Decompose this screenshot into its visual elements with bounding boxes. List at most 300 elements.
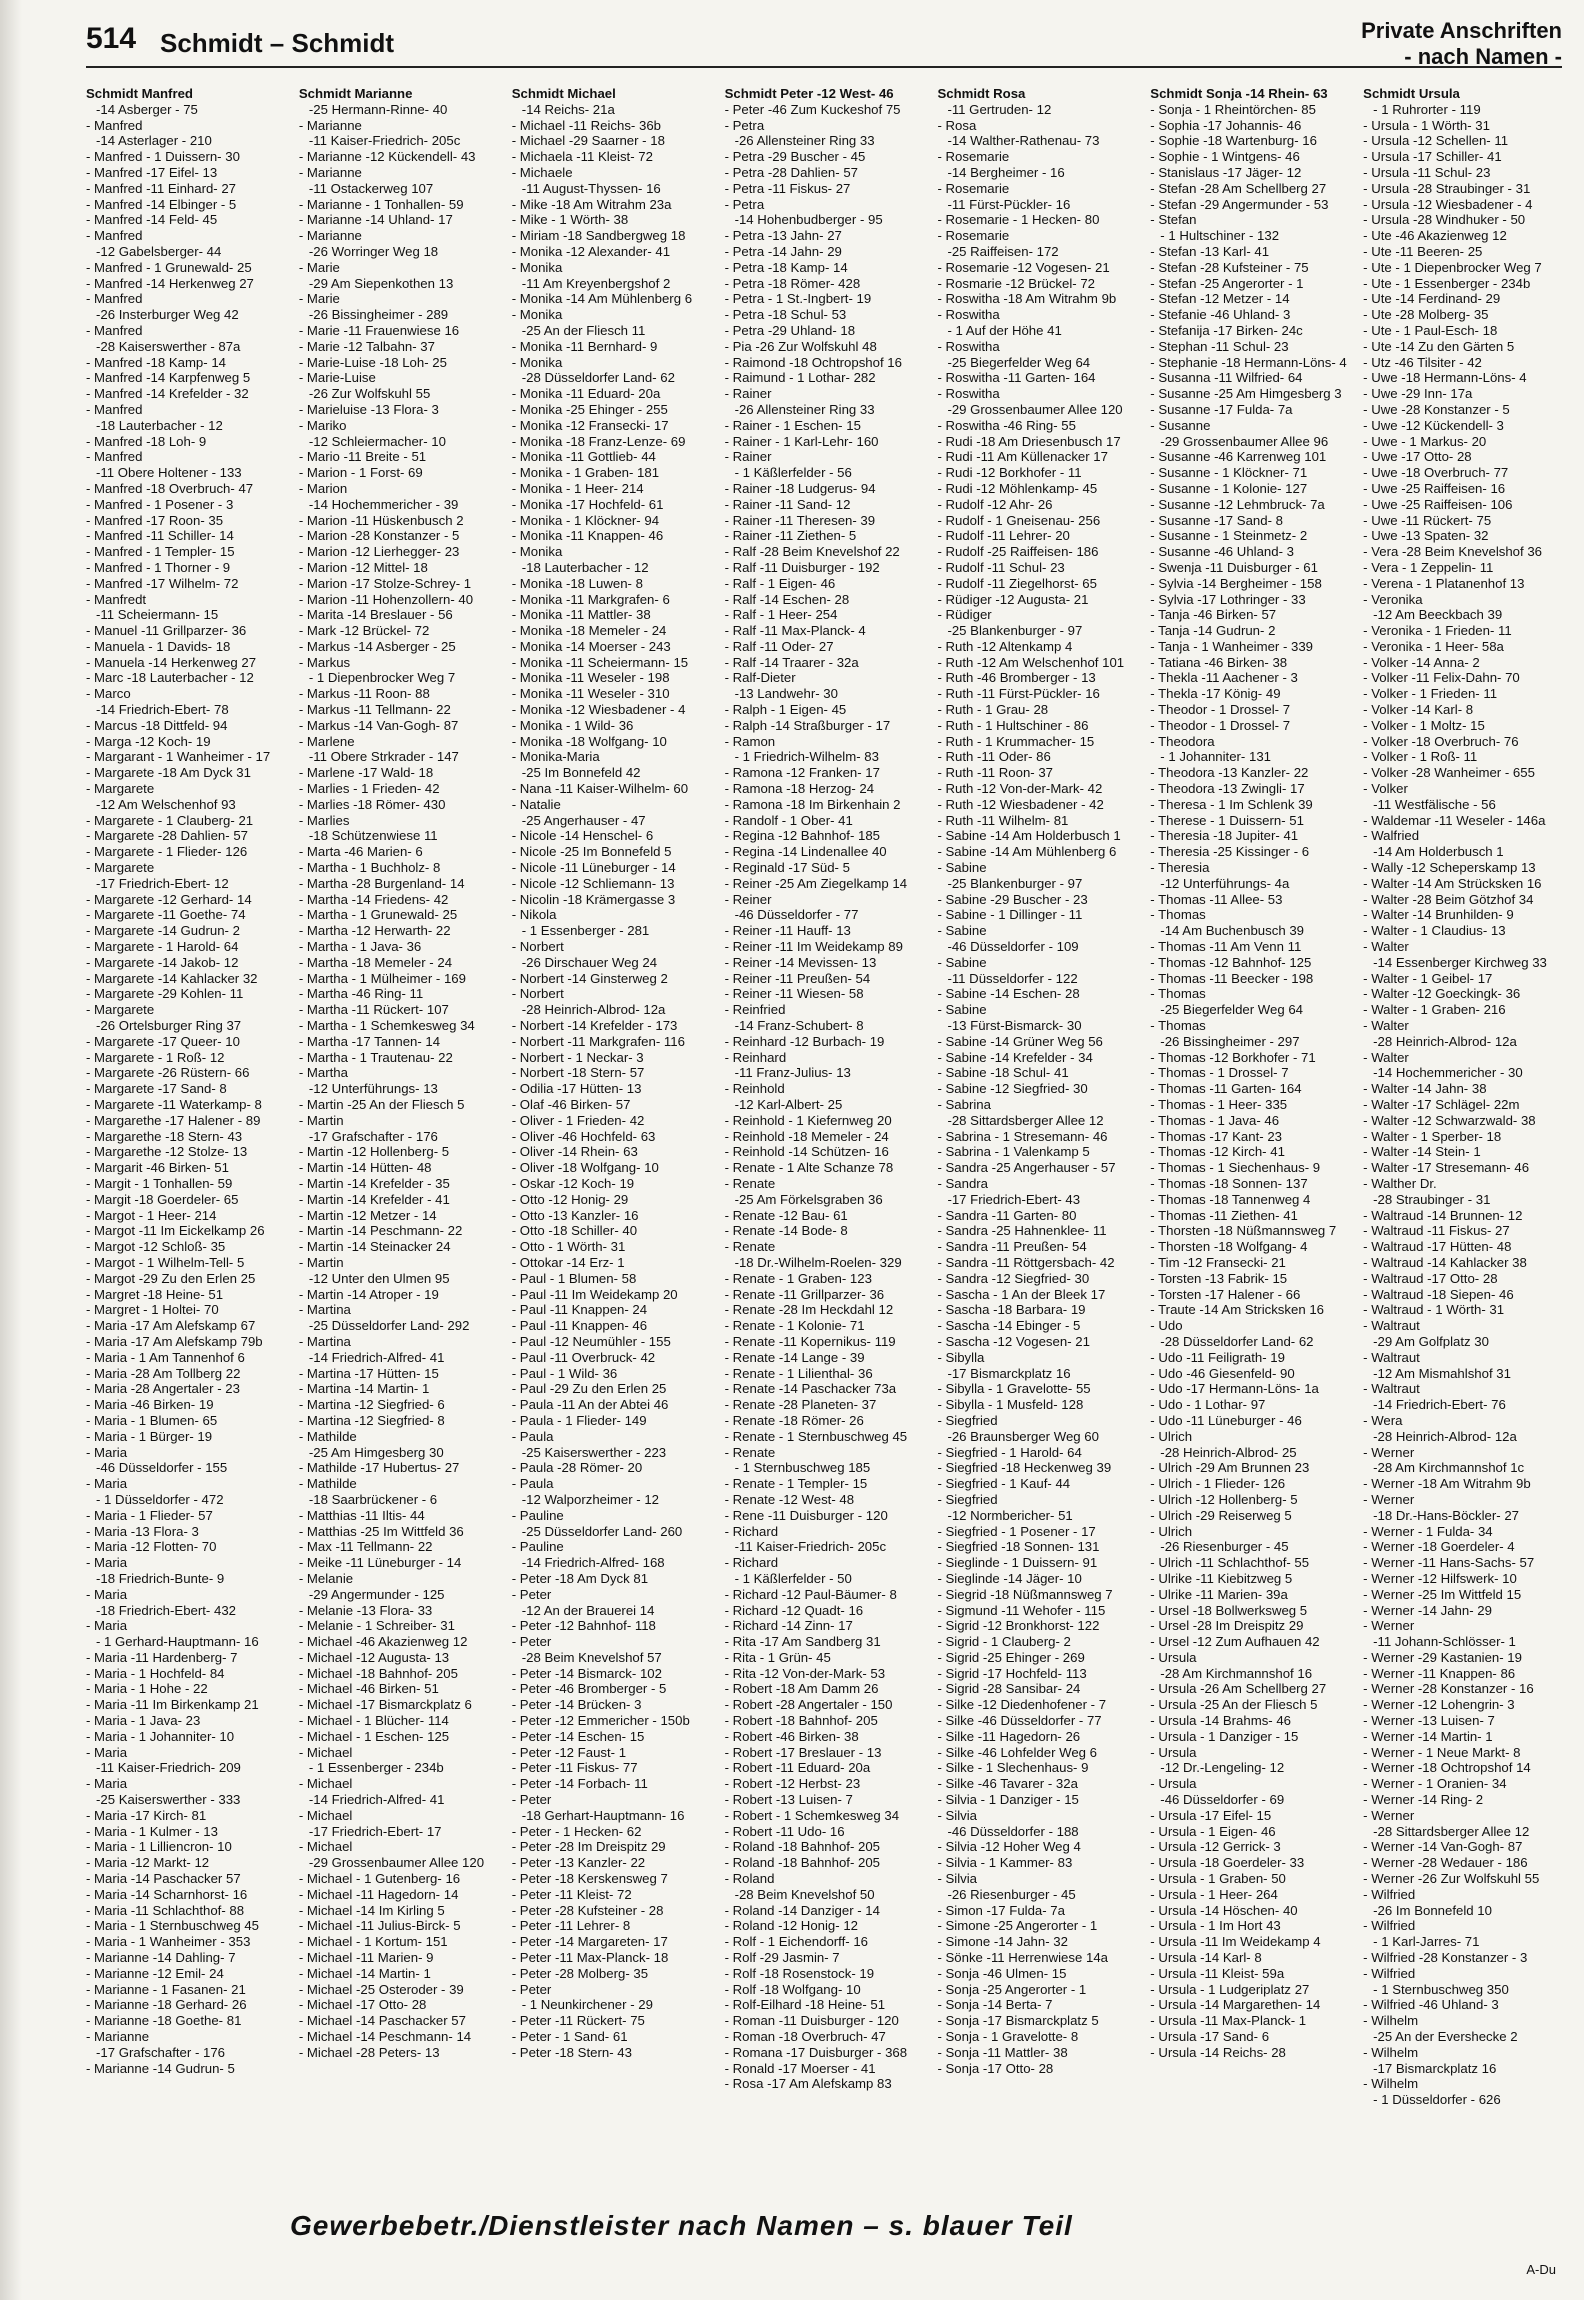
listing-entry: - Ursula -11 Schul- 23: [1363, 164, 1491, 180]
listing-entry: - Peter: [511, 1981, 552, 1997]
listing-entry: -12 Am Welschenhof 93: [96, 796, 236, 812]
listing-entry: - Natalie: [511, 796, 561, 812]
listing-entry: - Walter - 1 Graben- 216: [1363, 1002, 1506, 1018]
listing-entry: - Werner -11 Hans-Sachs- 57: [1363, 1555, 1535, 1571]
listing-column-1: [86, 86, 285, 2196]
listing-entry: - Otto -18 Schiller- 40: [511, 1223, 638, 1239]
listing-entry: - Reiner: [724, 891, 772, 907]
listing-entry: Schmidt Marianne: [298, 86, 413, 101]
listing-entry: - Monika -12 Wiesbadener - 4: [511, 702, 686, 718]
listing-entry: - Ute - 1 Essenberger - 234b: [1363, 275, 1531, 291]
listing-entry: -26 Worringer Weg 18: [308, 243, 439, 259]
section-title: [1361, 18, 1562, 70]
listing-entry: - Manfred -18 Kamp- 14: [86, 354, 226, 370]
listing-entry: - Werner -29 Kastanien- 19: [1363, 1649, 1522, 1665]
listing-entry: - Michael - 1 Gutenberg- 16: [298, 1871, 461, 1887]
listing-entry: - Walter -14 Jahn- 38: [1363, 1081, 1487, 1097]
listing-entry: - Silvia - 1 Kammer- 83: [937, 1855, 1073, 1871]
listing-entry: - Veronika: [1363, 591, 1423, 607]
listing-entry: -26 Insterburger Weg 42: [96, 307, 239, 323]
listing-entry: - 1 Diepenbrocker Weg 7: [308, 670, 456, 686]
listing-entry: - Ralf -14 Eschen- 28: [724, 591, 850, 607]
listing-entry: - Wilhelm: [1363, 2013, 1419, 2029]
listing-entry: - Wera: [1363, 1412, 1403, 1428]
listing-entry: Schmidt Michael: [511, 86, 616, 101]
listing-entry: - Volker -28 Wanheimer - 655: [1363, 765, 1535, 781]
listing-entry: -25 An der Fliesch 11: [521, 322, 646, 338]
listing-entry: - Ursula - 1 Wörth- 31: [1363, 117, 1490, 133]
listing-entry: - Michael -29 Saarner - 18: [511, 133, 665, 149]
listing-entry: - Walter: [1363, 939, 1409, 955]
listing-entry: - 1 Friedrich-Wilhelm- 83: [734, 749, 879, 765]
listing-entry: - Udo -11 Feiligrath- 19: [1150, 1349, 1285, 1365]
listing-entry: - Monika: [511, 544, 563, 560]
listing-entry: - Ramona -18 Im Birkenhain 2: [724, 796, 901, 812]
listing-entry: - Rudi -11 Am Küllenacker 17: [937, 449, 1108, 465]
listing-entry: - Wilfried: [1363, 1965, 1416, 1981]
listing-entry: - Rudolf -11 Ziegelhorst- 65: [937, 575, 1097, 591]
listing-entry: - Petra -29 Buscher - 45: [724, 149, 866, 165]
listing-entry: - Petra -18 Römer- 428: [724, 275, 861, 291]
listing-entry: - 1 Auf der Höhe 41: [947, 322, 1062, 338]
listing-entry: - Verena - 1 Platanenhof 13: [1363, 575, 1525, 591]
listing-entry: - Swenja -11 Duisburger - 61: [1150, 559, 1318, 575]
listing-entry: - Sigrid -17 Hochfeld- 113: [937, 1665, 1087, 1681]
listing-entry: - Ursula -12 Wiesbadener - 4: [1363, 196, 1533, 212]
listing-entry: -26 Zur Wolfskuhl 55: [308, 386, 431, 402]
listing-entry: - Margret - 1 Holtei- 70: [86, 1302, 219, 1318]
listing-entry: - Renate: [724, 1239, 776, 1255]
listing-entry: - Ulrich: [1150, 1523, 1193, 1539]
listing-entry: - Waltraud -14 Kahlacker 38: [1363, 1254, 1527, 1270]
listing-entry: - Ulrike -11 Kiebitzweg 5: [1150, 1570, 1293, 1586]
listing-entry: - Stephan -11 Schul- 23: [1150, 338, 1289, 354]
listing-entry: - Markus -11 Roon- 88: [298, 686, 430, 702]
listing-entry: -12 Am Mismahlshof 31: [1373, 1365, 1511, 1381]
listing-entry: - Michael -14 Im Kirling 5: [298, 1902, 445, 1918]
listing-entry: - Ursula -14 Brahms- 46: [1150, 1713, 1292, 1729]
listing-entry: - Martha - 1 Grunewald- 25: [298, 907, 458, 923]
listing-entry: Schmidt Rosa: [937, 86, 1026, 101]
listing-entry: - Werner -12 Hilfswerk- 10: [1363, 1570, 1517, 1586]
listing-entry: - Robert -11 Eduard- 20a: [724, 1760, 871, 1776]
listing-entry: - Pauline: [511, 1539, 564, 1555]
listing-entry: - Ralf -28 Beim Knevelshof 22: [724, 544, 900, 560]
listing-entry: -29 Grossenbaumer Allee 120: [947, 401, 1123, 417]
listing-entry: - Roman -11 Duisburger - 120: [724, 2013, 899, 2029]
listing-entry: - Otto - 1 Wörth- 31: [511, 1239, 626, 1255]
listing-entry: - Monika -11 Scheiermann- 15: [511, 654, 689, 670]
listing-entry: -12 Unterführungs- 4a: [1160, 875, 1290, 891]
listing-entry: - Marianne -14 Dahling- 7: [86, 1950, 236, 1966]
listing-entry: - Ruth -12 Altenkamp 4: [937, 638, 1073, 654]
listing-entry: - Ottokar -14 Erz- 1: [511, 1254, 625, 1270]
listing-entry: - Roland: [724, 1871, 775, 1887]
listing-entry: -17 Friedrich-Ebert- 12: [96, 875, 229, 891]
listing-entry: - Michael: [298, 1839, 353, 1855]
listing-entry: - Werner: [1363, 1491, 1415, 1507]
listing-entry: -25 Kaiserswerther - 223: [521, 1444, 667, 1460]
listing-entry: - Siegfried - 1 Kauf- 44: [937, 1476, 1071, 1492]
listing-entry: - Roland -14 Danziger - 14: [724, 1902, 880, 1918]
listing-entry: - Marianne: [86, 2029, 150, 2045]
listing-entry: - Peter -46 Zum Kuckeshof 75: [724, 101, 901, 117]
listing-entry: - Marianne: [298, 164, 362, 180]
listing-entry: - Ruth -46 Bromberger - 13: [937, 670, 1096, 686]
listing-entry: - Manfred - 1 Posener - 3: [86, 496, 234, 512]
listing-entry: - Walter: [1363, 1018, 1409, 1034]
listing-entry: - Veronika - 1 Heer- 58a: [1363, 638, 1504, 654]
listing-entry: - Reginald -17 Süd- 5: [724, 860, 850, 876]
listing-entry: - Simone -14 Jahn- 32: [937, 1934, 1068, 1950]
listing-entry: - Marianne: [298, 117, 362, 133]
listing-entry: - Marianne -14 Uhland- 17: [298, 212, 453, 228]
listing-entry: -26 Allensteiner Ring 33: [734, 133, 875, 149]
listing-entry: - Ursula -17 Sand- 6: [1150, 2029, 1270, 2045]
listing-entry: - Ursula - 1 Heer- 264: [1150, 1886, 1278, 1902]
listing-entry: - Oliver -14 Rhein- 63: [511, 1144, 638, 1160]
listing-entry: - Walter - 1 Geibel- 17: [1363, 970, 1493, 986]
listing-entry: - Renate -18 Römer- 26: [724, 1412, 864, 1428]
listing-entry: -25 Düsseldorfer Land- 260: [521, 1523, 683, 1539]
listing-entry: - Reinhold: [724, 1081, 785, 1097]
listing-entry: - Rainer -11 Theresen- 39: [724, 512, 876, 528]
listing-entry: - Tanja -14 Gudrun- 2: [1150, 623, 1276, 639]
listing-entry: - Monika -18 Luwen- 8: [511, 575, 643, 591]
listing-entry: - Sascha -14 Ebinger - 5: [937, 1318, 1081, 1334]
listing-entry: - Rainer -11 Ziethen- 5: [724, 528, 857, 544]
listing-entry: - Wilfried: [1363, 1886, 1416, 1902]
listing-entry: - Michael -17 Otto- 28: [298, 1997, 427, 2013]
listing-entry: -28 Am Kirchmannshof 1c: [1373, 1460, 1525, 1476]
listing-column-6: [1150, 86, 1349, 2196]
listing-entry: - Thomas: [1150, 1018, 1206, 1034]
listing-entry: - Monika - 1 Heer- 214: [511, 480, 644, 496]
listing-entry: - Petra: [724, 196, 765, 212]
listing-entry: - Thomas -12 Kirch- 41: [1150, 1144, 1285, 1160]
listing-entry: -18 Dr.-Wilhelm-Roelen- 329: [734, 1254, 902, 1270]
listing-entry: - Richard: [724, 1555, 779, 1571]
listing-entry: - Maria -28 Angertaler - 23: [86, 1381, 240, 1397]
listing-entry: - Renate -14 Lange - 39: [724, 1349, 865, 1365]
listing-entry: - 1 Karl-Jarres- 71: [1373, 1934, 1480, 1950]
listing-entry: - Siegfried: [937, 1412, 998, 1428]
listing-entry: - Torsten -13 Fabrik- 15: [1150, 1270, 1288, 1286]
listing-entry: - Reinhard -12 Burbach- 19: [724, 1033, 885, 1049]
listing-entry: - Manfred: [86, 322, 143, 338]
listing-entry: -25 Raiffeisen- 172: [947, 243, 1059, 259]
listing-entry: - Marlene: [298, 733, 355, 749]
listing-entry: - Ralf - 1 Heer- 254: [724, 607, 838, 623]
listing-entry: -11 Kaiser-Friedrich- 205c: [308, 133, 461, 149]
listing-entry: - Peter -14 Brücken- 3: [511, 1697, 642, 1713]
listing-entry: - Sönke -11 Herrenwiese 14a: [937, 1950, 1108, 1966]
listing-entry: -11 Obere Strkrader - 147: [308, 749, 459, 765]
listing-entry: - Susanne - 1 Klöckner- 71: [1150, 465, 1308, 481]
listing-entry: - Thomas -18 Sonnen- 137: [1150, 1175, 1308, 1191]
listing-entry: - Maria - 1 Wanheimer - 353: [86, 1934, 251, 1950]
listing-entry: - Randolf - 1 Ober- 41: [724, 812, 853, 828]
listing-entry: - Werner -26 Zur Wolfskuhl 55: [1363, 1871, 1540, 1887]
listing-entry: - 1 Hultschiner - 132: [1160, 228, 1280, 244]
listing-entry: - Peter -14 Eschen- 15: [511, 1728, 645, 1744]
listing-entry: - Peter: [511, 1792, 552, 1808]
listing-entry: - Silke -46 Tavarer - 32a: [937, 1776, 1078, 1792]
listing-entry: - Manfred - 1 Grunewald- 25: [86, 259, 252, 275]
listing-entry: -25 Düsseldorfer Land- 292: [308, 1318, 470, 1334]
listing-entry: - Martina -12 Siegfried- 6: [298, 1397, 445, 1413]
listing-entry: - Volker -14 Anna- 2: [1363, 654, 1480, 670]
listing-entry: - Volker -11 Felix-Dahn- 70: [1363, 670, 1520, 686]
listing-entry: - Sandra -11 Preußen- 54: [937, 1239, 1087, 1255]
listing-entry: -28 Heinrich-Albrod- 25: [1160, 1444, 1297, 1460]
listing-entry: - Michael - 1 Kortum- 151: [298, 1934, 448, 1950]
listing-entry: - Rosemarie: [937, 180, 1010, 196]
listing-entry: - Sonja -11 Mattler- 38: [937, 2044, 1068, 2060]
listing-entry: - Peter -18 Stern- 43: [511, 2044, 632, 2060]
listing-entry: - Martha - 1 Java- 36: [298, 939, 422, 955]
listing-entry: - Paula - 1 Flieder- 149: [511, 1412, 647, 1428]
listing-entry: - Sylvia -17 Lothringer - 33: [1150, 591, 1306, 607]
listing-entry: - Maria -14 Scharnhorst- 16: [86, 1886, 248, 1902]
listing-entry: - Thomas - 1 Siechenhaus- 9: [1150, 1160, 1321, 1176]
listing-entry: - Monika -25 Ehinger - 255: [511, 401, 668, 417]
listing-entry: - Ute -28 Molberg- 35: [1363, 307, 1489, 323]
listing-entry: - Rosmarie -12 Brückel- 72: [937, 275, 1096, 291]
listing-entry: - Ramon: [724, 733, 776, 749]
listing-entry: - Maria: [86, 1618, 128, 1634]
listing-entry: - Monika - 1 Klöckner- 94: [511, 512, 660, 528]
listing-entry: - Thomas - 1 Drossel- 7: [1150, 1065, 1289, 1081]
listing-entry: - Peter -11 Fiskus- 77: [511, 1760, 638, 1776]
listing-entry: - Sophia -17 Johannis- 46: [1150, 117, 1302, 133]
listing-entry: -28 Heinrich-Albrod- 12a: [1373, 1428, 1517, 1444]
listing-entry: - Manfred: [86, 228, 143, 244]
listing-entry: - Walter -12 Goeckingk- 36: [1363, 986, 1521, 1002]
listing-entry: - Ulrich -29 Reiserweg 5: [1150, 1507, 1292, 1523]
listing-entry: - Margarethe -18 Stern- 43: [86, 1128, 243, 1144]
listing-entry: - Michael -11 Julius-Birck- 5: [298, 1918, 461, 1934]
listing-entry: - Stefan -28 Am Schellberg 27: [1150, 180, 1327, 196]
listing-entry: - Waltraud -17 Hütten- 48: [1363, 1239, 1512, 1255]
listing-entry: - Odilia -17 Hütten- 13: [511, 1081, 642, 1097]
listing-entry: - Margarete - 1 Roß- 12: [86, 1049, 225, 1065]
listing-entry: -25 Am Förkelsgraben 36: [734, 1191, 883, 1207]
listing-entry: - Werner -18 Am Witrahm 9b: [1363, 1476, 1531, 1492]
listing-entry: - Torsten -17 Halener - 66: [1150, 1286, 1301, 1302]
listing-entry: - Michaela -11 Kleist- 72: [511, 149, 653, 165]
listing-entry: -26 Dirschauer Weg 24: [521, 954, 658, 970]
listing-entry: -14 Asberger - 75: [96, 101, 198, 117]
listing-entry: -25 Am Himgesberg 30: [308, 1444, 444, 1460]
listing-columns: [86, 86, 1562, 2196]
listing-entry: - Petra - 1 St.-Ingbert- 19: [724, 291, 872, 307]
listing-entry: -28 Heinrich-Albrod- 12a: [521, 1002, 666, 1018]
listing-entry: - Werner: [1363, 1618, 1415, 1634]
listing-entry: - Theodor - 1 Drossel- 7: [1150, 702, 1291, 718]
listing-column-2: [299, 86, 498, 2196]
listing-entry: - Oliver -46 Hochfeld- 63: [511, 1128, 656, 1144]
listing-entry: - Maria -46 Birken- 19: [86, 1397, 214, 1413]
listing-entry: - Marlies - 1 Frieden- 42: [298, 781, 440, 797]
listing-entry: -14 Hochemmericher - 30: [1373, 1065, 1523, 1081]
listing-entry: - Sophie - 1 Wintgens- 46: [1150, 149, 1300, 165]
listing-entry: - Margarete: [86, 860, 155, 876]
listing-entry: -12 Karl-Albert- 25: [734, 1097, 843, 1112]
listing-entry: - Marlies: [298, 812, 350, 828]
listing-entry: - Werner -25 Im Wittfeld 15: [1363, 1586, 1522, 1602]
listing-entry: - 1 Essenberger - 281: [521, 923, 650, 939]
listing-entry: -18 Schützenwiese 11: [308, 828, 438, 844]
listing-entry: - Manuela - 1 Davids- 18: [86, 638, 231, 654]
listing-entry: - Ralf -14 Traarer - 32a: [724, 654, 859, 670]
listing-entry: - Margot -29 Zu den Erlen 25: [86, 1270, 256, 1286]
listing-entry: -14 Friedrich-Ebert- 78: [96, 702, 229, 718]
listing-entry: - Ursula - 1 Ludgeriplatz 27: [1150, 1981, 1310, 1997]
listing-entry: -46 Düsseldorfer - 188: [947, 1823, 1079, 1839]
listing-entry: - Marion -11 Hüskenbusch 2: [298, 512, 464, 528]
listing-entry: - Marion -12 Lierhegger- 23: [298, 544, 460, 560]
listing-entry: - Ulrich - 1 Flieder- 126: [1150, 1476, 1286, 1492]
listing-entry: - Peter -12 Emmericher - 150b: [511, 1713, 690, 1729]
listing-entry: -11 Düsseldorfer - 122: [947, 970, 1078, 986]
listing-entry: - Waltraut: [1363, 1318, 1420, 1334]
footer-code: A-Du: [1526, 2262, 1556, 2277]
listing-entry: - Sigmund -11 Wehofer - 115: [937, 1602, 1106, 1618]
listing-entry: - Waltraut: [1363, 1381, 1420, 1397]
listing-entry: - Ruth - 1 Grau- 28: [937, 702, 1049, 718]
listing-entry: - Marie-Luise -18 Loh- 25: [298, 354, 447, 370]
listing-entry: - Ursula -14 Karl- 8: [1150, 1950, 1262, 1966]
listing-entry: - Thekla -11 Aachener - 3: [1150, 670, 1298, 686]
listing-entry: - Martin: [298, 1254, 344, 1270]
page-binding-edge: [0, 0, 22, 2300]
listing-entry: -28 Düsseldorfer Land- 62: [521, 370, 675, 386]
listing-entry: - Peter -11 Rückert- 75: [511, 2013, 645, 2029]
listing-entry: - Uwe -11 Rückert- 75: [1363, 512, 1492, 528]
listing-entry: - Martha -17 Tannen- 14: [298, 1033, 441, 1049]
listing-entry: - Martin -14 Krefelder - 41: [298, 1191, 450, 1207]
listing-entry: - Reiner -11 Wiesen- 58: [724, 986, 864, 1002]
listing-entry: - Thekla -17 König- 49: [1150, 686, 1281, 702]
listing-entry: - Martha - 1 Buchholz- 8: [298, 860, 441, 876]
listing-entry: - Reiner -11 Im Weidekamp 89: [724, 939, 903, 955]
listing-entry: - Volker -14 Karl- 8: [1363, 702, 1474, 718]
listing-entry: - Ruth -12 Von-der-Mark- 42: [937, 781, 1103, 797]
listing-entry: - Richard -12 Paul-Bäumer- 8: [724, 1586, 897, 1602]
listing-entry: - Walter -28 Beim Götzhof 34: [1363, 891, 1534, 907]
listing-entry: - Margarant - 1 Wanheimer - 17: [86, 749, 271, 765]
listing-entry: - Rainer: [724, 449, 772, 465]
listing-entry: -25 Blankenburger - 97: [947, 875, 1083, 891]
listing-entry: - Margarete -11 Waterkamp- 8: [86, 1097, 262, 1112]
listing-entry: - Robert -46 Birken- 38: [724, 1728, 859, 1744]
listing-entry: - Marion: [298, 480, 348, 496]
listing-entry: - Werner -18 Goerdeler- 4: [1363, 1539, 1515, 1555]
listing-entry: - Volker - 1 Frieden- 11: [1363, 686, 1498, 702]
listing-entry: - Marga -12 Koch- 19: [86, 733, 211, 749]
listing-entry: -11 August-Thyssen- 16: [521, 180, 661, 196]
listing-entry: - Monika -14 Moerser - 243: [511, 638, 671, 654]
listing-entry: - Margarete -14 Gudrun- 2: [86, 923, 240, 939]
listing-entry: - Melanie -13 Flora- 33: [298, 1602, 433, 1618]
listing-entry: -13 Fürst-Bismarck- 30: [947, 1018, 1082, 1034]
listing-entry: - Susanne -12 Lehmbruck- 7a: [1150, 496, 1325, 512]
listing-entry: - Werner: [1363, 1444, 1415, 1460]
listing-entry: - Uwe -13 Spaten- 32: [1363, 528, 1489, 544]
listing-entry: - Mike -18 Am Witrahm 23a: [511, 196, 672, 212]
listing-entry: - Stanislaus -17 Jäger- 12: [1150, 164, 1302, 180]
listing-entry: - Manfred - 1 Thorner - 9: [86, 559, 231, 575]
listing-entry: - Ruth -12 Am Welschenhof 101: [937, 654, 1125, 670]
listing-entry: - Manfredt: [86, 591, 147, 607]
listing-entry: - Waltraud -18 Siepen- 46: [1363, 1286, 1514, 1302]
listing-entry: - Ute -14 Zu den Gärten 5: [1363, 338, 1515, 354]
listing-entry: - Maria - 1 Bürger- 19: [86, 1428, 213, 1444]
listing-entry: - Michael -46 Akazienweg 12: [298, 1634, 468, 1650]
listing-entry: - Martina -17 Hütten- 15: [298, 1365, 439, 1381]
listing-entry: - Ursel -28 Im Dreispitz 29: [1150, 1618, 1304, 1634]
listing-entry: - Udo -11 Lüneburger - 46: [1150, 1412, 1302, 1428]
listing-entry: - Rita -17 Am Sandberg 31: [724, 1634, 881, 1650]
listing-entry: - Paul -11 Overbruck- 42: [511, 1349, 656, 1365]
listing-entry: - Silke -11 Hagedorn- 26: [937, 1728, 1081, 1744]
listing-entry: - Monika: [511, 259, 563, 275]
listing-entry: - Ruth -11 Oder- 86: [937, 749, 1051, 765]
listing-entry: - Monika -14 Am Mühlenberg 6: [511, 291, 693, 307]
listing-entry: -14 Essenberger Kirchweg 33: [1373, 954, 1547, 970]
listing-column-3: [512, 86, 711, 2196]
listing-entry: - Martina -14 Martin- 1: [298, 1381, 430, 1397]
listing-entry: - Martha -11 Rückert- 107: [298, 1002, 449, 1018]
listing-entry: - Margarete - 1 Clauberg- 21: [86, 812, 254, 828]
listing-entry: - Stephanie -18 Hermann-Löns- 4: [1150, 354, 1347, 370]
listing-entry: - Siegfried -18 Sonnen- 131: [937, 1539, 1100, 1555]
listing-entry: - Manfred -17 Eifel- 13: [86, 164, 218, 180]
listing-entry: -46 Düsseldorfer - 155: [96, 1460, 228, 1476]
listing-entry: - Rolf-Eilhard -18 Heine- 51: [724, 1997, 886, 2013]
listing-entry: - Thomas -11 Allee- 53: [1150, 891, 1283, 907]
listing-entry: - Manfred -17 Roon- 35: [86, 512, 224, 528]
listing-entry: - Renate - 1 Alte Schanze 78: [724, 1160, 894, 1176]
listing-entry: - Rainer - 1 Karl-Lehr- 160: [724, 433, 879, 449]
listing-entry: - Susanne -25 Am Himgesberg 3: [1150, 386, 1342, 402]
listing-entry: - Marie -12 Talbahn- 37: [298, 338, 435, 354]
listing-entry: - Monika -12 Alexander- 41: [511, 243, 671, 259]
listing-entry: - Vera -28 Beim Knevelshof 36: [1363, 544, 1543, 560]
listing-entry: - Waltraud -17 Otto- 28: [1363, 1270, 1498, 1286]
listing-entry: - Stefan -12 Metzer - 14: [1150, 291, 1290, 307]
listing-entry: - Marianne -14 Gudrun- 5: [86, 2060, 235, 2076]
listing-entry: - Norbert -14 Ginsterweg 2: [511, 970, 668, 986]
listing-entry: - Rudolf -12 Ahr- 26: [937, 496, 1053, 512]
listing-entry: - Max -11 Tellmann- 22: [298, 1539, 433, 1555]
listing-entry: - Martha - 1 Mülheimer - 169: [298, 970, 466, 986]
listing-entry: - Ursula -14 Höschen- 40: [1150, 1902, 1298, 1918]
listing-entry: - Marianne - 1 Fasanen- 21: [86, 1981, 246, 1997]
listing-entry: - Tanja -46 Birken- 57: [1150, 607, 1277, 623]
listing-entry: -11 Gertruden- 12: [947, 101, 1052, 117]
listing-entry: - Peter -13 Kanzler- 22: [511, 1855, 646, 1871]
listing-entry: - Simon -17 Fulda- 7a: [937, 1902, 1065, 1918]
listing-entry: - Susanne -46 Karrenweg 101: [1150, 449, 1327, 465]
listing-entry: - Tanja - 1 Wanheimer - 339: [1150, 638, 1314, 654]
listing-entry: - Nicole -25 Im Bonnefeld 5: [511, 844, 672, 860]
listing-entry: - Marion -11 Hohenzollern- 40: [298, 591, 474, 607]
listing-entry: - Renate -12 Bau- 61: [724, 1207, 848, 1223]
listing-entry: - Vera - 1 Zeppelin- 11: [1363, 559, 1494, 575]
listing-entry: - Nikola: [511, 907, 557, 923]
